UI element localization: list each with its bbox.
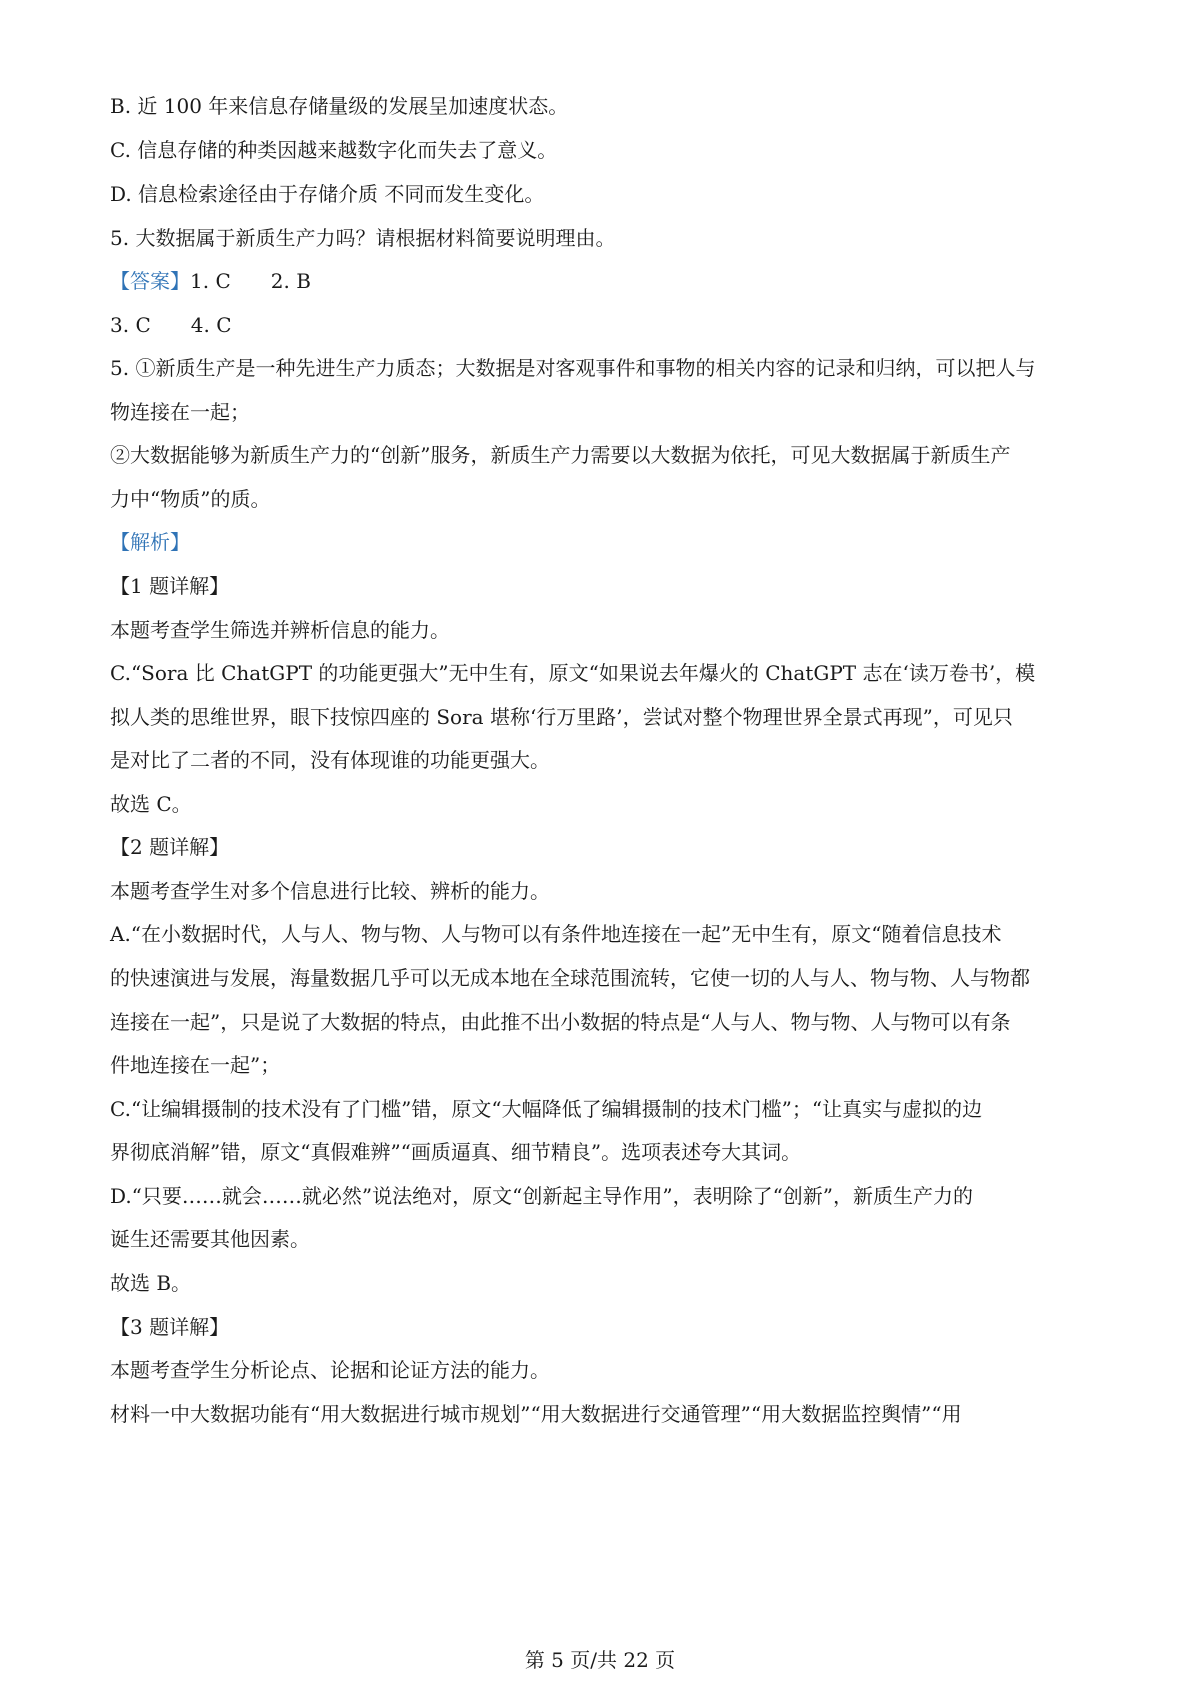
q1-intro: 本题考查学生筛选并辨析信息的能力。 (110, 618, 450, 642)
answer-5-line-3: ②大数据能够为新质生产力的“创新”服务，新质生产力需要以大数据为依托，可见大数据属于新质生产 (110, 443, 1011, 467)
q2-c-line-1: C.“让编辑摄制的技术没有了门槛”错，原文“大幅降低了编辑摄制的技术门槛”；“让真实与虚拟的边 (110, 1097, 983, 1121)
q1-detail-heading: 【1 题详解】 (110, 574, 230, 598)
option-c-line: C. 信息存储的种类因越来越数字化而失去了意义。 (110, 138, 558, 162)
analysis-heading: 【解析】 (110, 530, 190, 554)
answer-4: 4. C (190, 313, 232, 337)
answer-line-1 (110, 265, 311, 297)
answer-3: 3. C (110, 313, 151, 337)
answer-line-2 (110, 309, 232, 341)
q2-d-line-2: 诞生还需要其他因素。 (110, 1227, 310, 1251)
answer-2: 2. B (270, 269, 311, 293)
answer-5-line-4: 力中“物质”的质。 (110, 487, 271, 511)
answer-1: 1. C (190, 269, 231, 293)
q2-intro: 本题考查学生对多个信息进行比较、辨析的能力。 (110, 879, 550, 903)
q2-c-line-2: 界彻底消解”错，原文“真假难辨”“画质逼真、细节精良”。选项表述夸大其词。 (110, 1140, 802, 1164)
q2-choice: 故选 B。 (110, 1271, 192, 1295)
answer-5-line-2: 物连接在一起； (110, 400, 250, 424)
q3-detail-heading: 【3 题详解】 (110, 1315, 230, 1339)
q2-a-line-1: A.“在小数据时代，人与人、物与物、人与物可以有条件地连接在一起”无中生有，原文“随着信息技术 (110, 922, 1002, 946)
q2-d-line-1: D.“只要……就会……就必然”说法绝对，原文“创新起主导作用”，表明除了“创新”，新质生产力的 (110, 1184, 974, 1208)
q3-para-line-1: 材料一中大数据功能有“用大数据进行城市规划”“用大数据进行交通管理”“用大数据监控舆情”“用 (110, 1402, 962, 1426)
option-b-line: B. 近 100 年来信息存储量级的发展呈加速度状态。 (110, 94, 569, 118)
q2-a-line-2: 的快速演进与发展，海量数据几乎可以无成本地在全球范围流转，它使一切的人与人、物与物、人与物都 (110, 966, 1030, 990)
q1-para-line-3: 是对比了二者的不同，没有体现谁的功能更强大。 (110, 748, 550, 772)
q3-intro: 本题考查学生分析论点、论据和论证方法的能力。 (110, 1358, 550, 1382)
option-d-line: D. 信息检索途径由于存储介质 不同而发生变化。 (110, 182, 545, 206)
q2-detail-heading: 【2 题详解】 (110, 835, 230, 859)
page-footer: 第 5 页/共 22 页 (524, 1648, 676, 1672)
q1-para-line-1: C.“Sora 比 ChatGPT 的功能更强大”无中生有，原文“如果说去年爆火的 ChatGPT 志在‘读万卷书’，模 (110, 661, 1036, 685)
answer-label: 【答案】 (110, 269, 190, 293)
q1-para-line-2: 拟人类的思维世界，眼下技惊四座的 Sora 堪称‘行万里路’，尝试对整个物理世界全景式再现”，可见只 (110, 705, 1013, 729)
q2-a-line-3: 连接在一起”，只是说了大数据的特点，由此推不出小数据的特点是“人与人、物与物、人与物可以有条 (110, 1010, 1011, 1034)
question-5-line: 5. 大数据属于新质生产力吗？请根据材料简要说明理由。 (110, 226, 616, 250)
q2-a-line-4: 件地连接在一起”； (110, 1053, 281, 1077)
q1-choice: 故选 C。 (110, 792, 192, 816)
answer-5-line-1: 5. ①新质生产是一种先进生产力质态；大数据是对客观事件和事物的相关内容的记录和归纳，可以把人与 (110, 356, 1036, 380)
